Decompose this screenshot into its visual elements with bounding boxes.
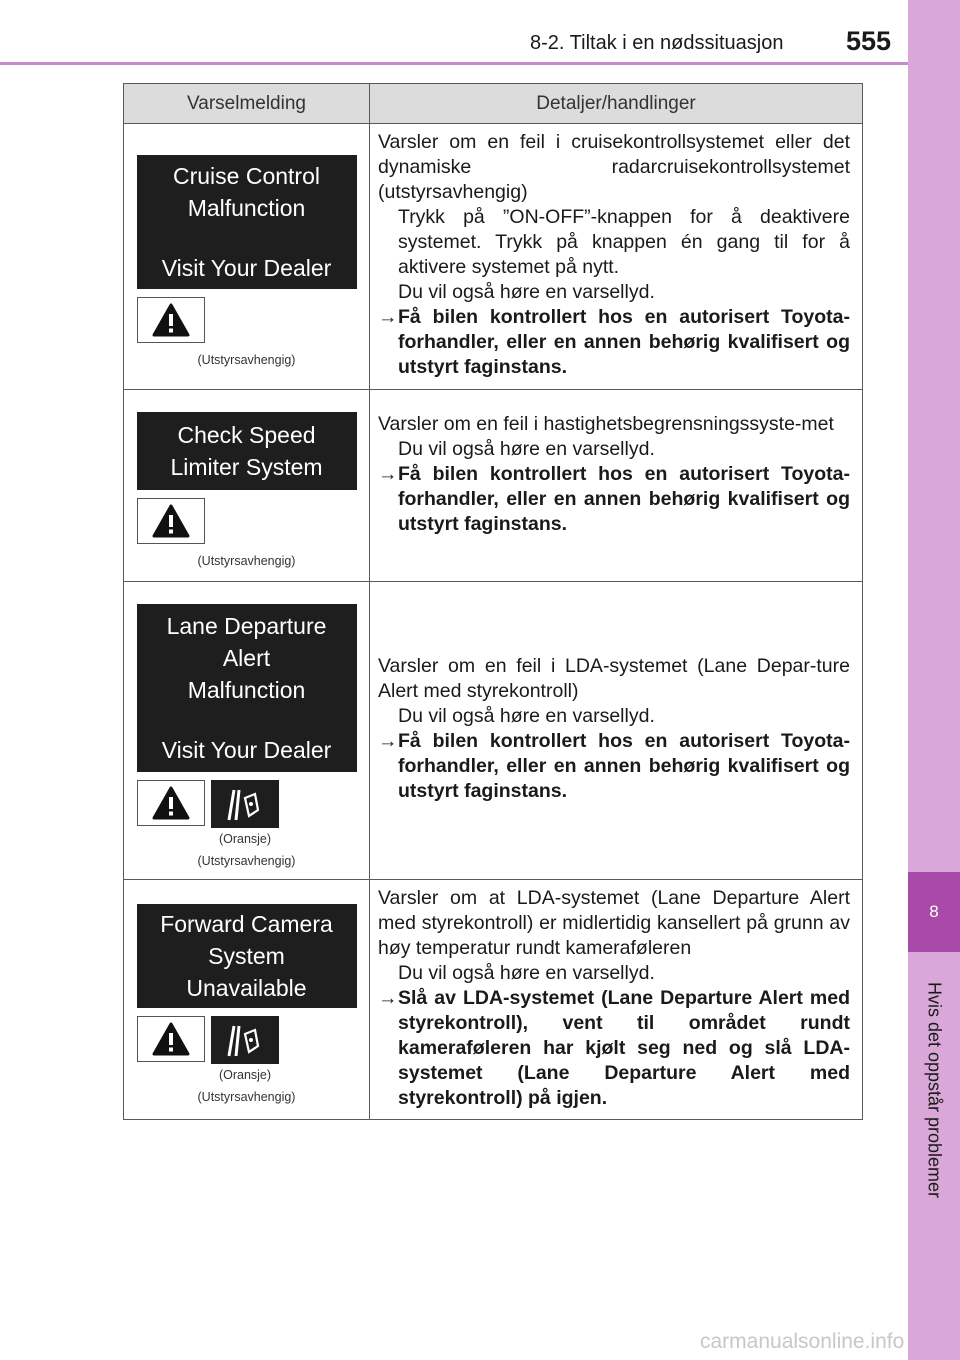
- equipment-caption: (Utstyrsavhengig): [197, 353, 296, 367]
- page-number: 555: [846, 26, 892, 56]
- screen-text: Alert: [222, 645, 271, 671]
- color-caption: (Oransje): [218, 832, 272, 846]
- action-text: Få bilen kontrollert hos en autorisert Toyota-forhandler, eller en annen behørig kvalifisert og utstyrt faginstans.: [398, 730, 850, 802]
- message-cell: [124, 880, 370, 1120]
- indicator-icons: [137, 297, 369, 343]
- description: Varsler om en feil i LDA-systemet (Lane Depar-ture Alert med styrekontroll): [378, 655, 850, 702]
- chapter-label: Hvis det oppstår problemer: [924, 981, 945, 1199]
- watermark: carmanualsonline.info: [700, 1330, 905, 1353]
- screen-text: Malfunction: [187, 677, 306, 703]
- action-item: [378, 986, 850, 1111]
- display-screen: [137, 604, 357, 772]
- display-screen: [137, 412, 357, 490]
- screen-text: Check Speed: [177, 422, 316, 448]
- warning-message-table: [123, 83, 863, 1120]
- display-screen: [137, 904, 357, 1008]
- action-text: Få bilen kontrollert hos en autorisert Toyota-forhandler, eller en annen behørig kvalifisert og utstyrt faginstans.: [398, 463, 850, 535]
- color-caption: (Oransje): [218, 1068, 272, 1082]
- description: Varsler om at LDA-systemet (Lane Departure Alert med styrekontroll) er midlertidig kansellert på grunn av høy temperatur rundt kameraføleren: [378, 887, 850, 959]
- warning-triangle-icon: [137, 1016, 205, 1062]
- screen-text: Visit Your Dealer: [161, 737, 332, 763]
- chapter-number: 8: [908, 872, 960, 952]
- table-row: [124, 582, 863, 880]
- lane-departure-icon: [211, 1016, 279, 1064]
- details-cell: [370, 582, 863, 880]
- screen-text: Cruise Control: [173, 163, 320, 189]
- description: Varsler om en feil i hastighetsbegrensningssyste-met: [378, 413, 834, 435]
- action-text: Få bilen kontrollert hos en autorisert Toyota-forhandler, eller en annen behørig kvalifisert og utstyrt faginstans.: [398, 306, 850, 378]
- message-cell: [124, 390, 370, 582]
- description: Varsler om en feil i cruisekontrollsystemet eller det dynamiske radarcruisekontrollsystemet (utstyrsavhengig): [378, 131, 850, 203]
- message-cell: [124, 582, 370, 880]
- table-header-row: [124, 84, 863, 124]
- arrow-right-icon: →: [378, 306, 398, 328]
- arrow-right-icon: →: [378, 463, 398, 485]
- instruction: Du vil også høre en varsellyd.: [398, 705, 655, 727]
- equipment-caption: (Utstyrsavhengig): [197, 554, 296, 568]
- action-item: [378, 729, 850, 804]
- details-cell: [370, 124, 863, 390]
- screen-text: System: [208, 943, 285, 969]
- indicator-icons: [137, 498, 369, 544]
- column-header-message: Varselmelding: [124, 84, 370, 124]
- column-header-details: Detaljer/handlinger: [370, 84, 863, 124]
- warning-triangle-icon: [137, 297, 205, 343]
- table-row: [124, 390, 863, 582]
- message-cell: [124, 124, 370, 390]
- screen-text: Malfunction: [187, 195, 306, 221]
- screen-text: Limiter System: [170, 454, 323, 480]
- instruction: Du vil også høre en varsellyd.: [398, 962, 655, 984]
- table-row: [124, 124, 863, 390]
- lane-departure-icon: [211, 780, 279, 828]
- screen-text: Lane Departure: [166, 613, 327, 639]
- action-item: [378, 305, 850, 380]
- display-screen: [137, 155, 357, 289]
- screen-text: Unavailable: [186, 975, 307, 1001]
- indicator-icons: [137, 1016, 369, 1082]
- instruction: Du vil også høre en varsellyd.: [398, 438, 655, 460]
- equipment-caption: (Utstyrsavhengig): [197, 1090, 296, 1104]
- section-title: 8-2. Tiltak i en nødssituasjon: [530, 32, 784, 54]
- screen-text: Visit Your Dealer: [161, 255, 332, 281]
- warning-triangle-icon: [137, 780, 205, 826]
- equipment-caption: (Utstyrsavhengig): [197, 854, 296, 868]
- screen-text: Forward Camera: [160, 911, 333, 937]
- header-rule: [0, 62, 908, 65]
- arrow-right-icon: →: [378, 730, 398, 752]
- instruction: Du vil også høre en varsellyd.: [398, 281, 655, 303]
- arrow-right-icon: →: [378, 987, 398, 1009]
- details-cell: [370, 880, 863, 1120]
- details-cell: [370, 390, 863, 582]
- indicator-icons: [137, 780, 369, 846]
- warning-triangle-icon: [137, 498, 205, 544]
- action-text: Slå av LDA-systemet (Lane Departure Alert med styrekontroll), vent til området rundt kameraføleren har kjølt seg ned og slå LDA-systemet (Lane Departure Alert med styrekontroll) på igjen.: [398, 987, 850, 1109]
- instruction: Trykk på ”ON-OFF”-knappen for å deaktivere systemet. Trykk på knappen én gang til for å aktivere systemet på nytt.: [398, 206, 850, 278]
- action-item: [378, 462, 850, 537]
- table-row: [124, 880, 863, 1120]
